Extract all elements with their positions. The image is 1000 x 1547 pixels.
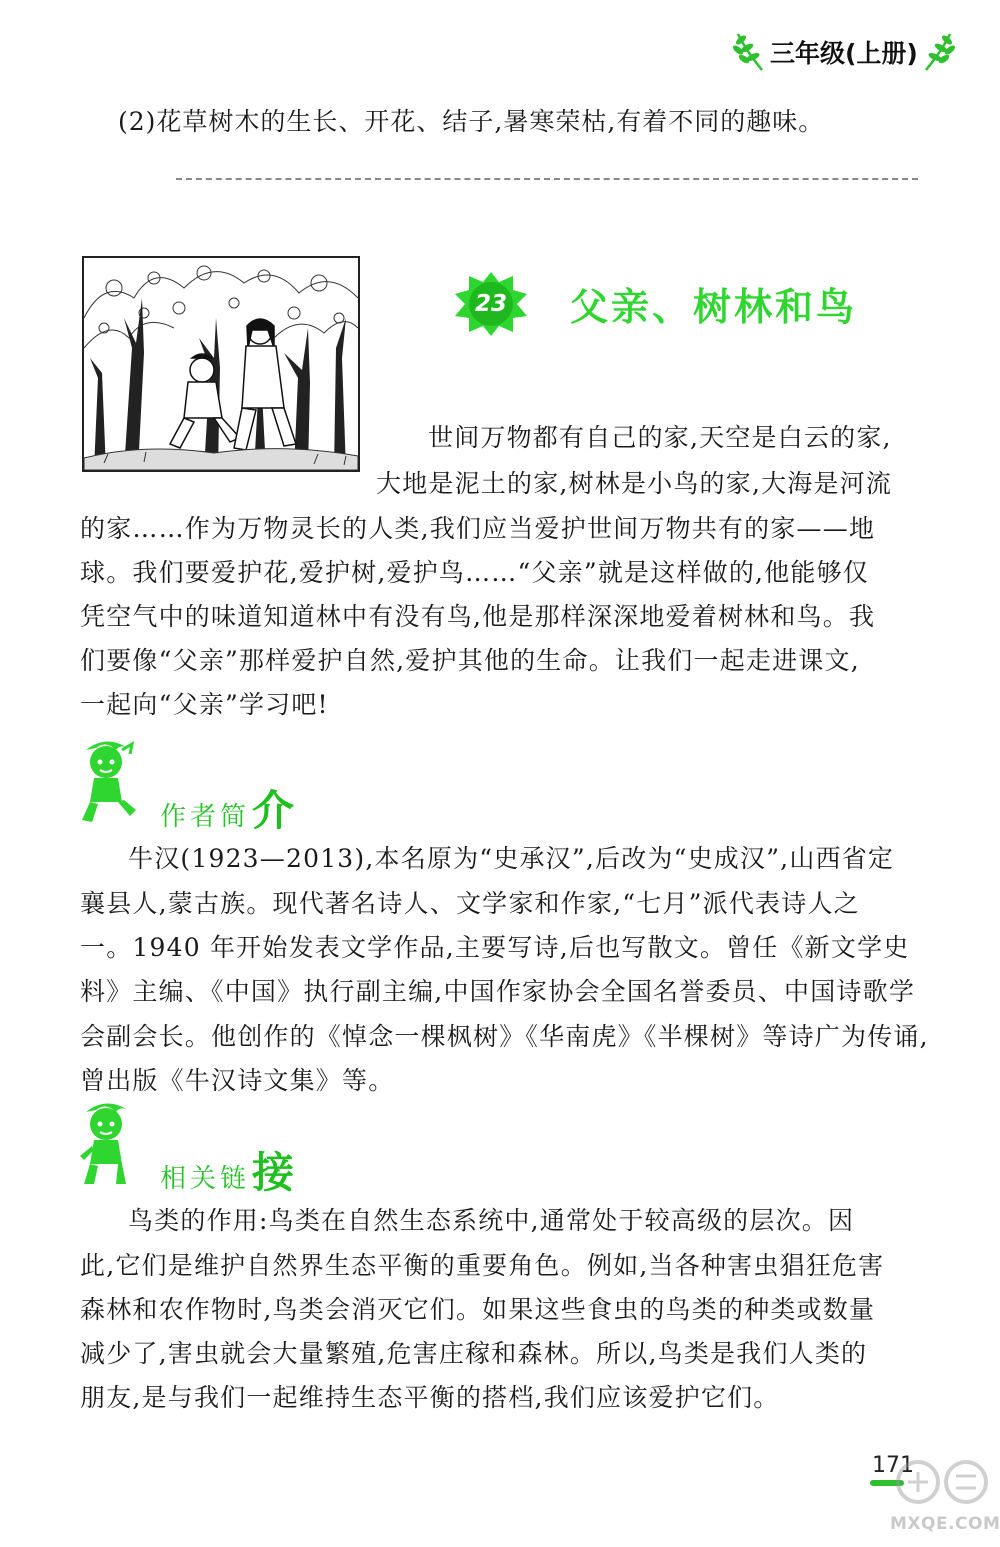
link-line: 朋友,是与我们一起维持生态平衡的搭档,我们应该爱护它们。 xyxy=(80,1383,780,1412)
author-line: 料》主编、《中国》执行副主编,中国作家协会全国名誉委员、中国诗歌学 xyxy=(80,977,916,1006)
kid-mascot-icon xyxy=(76,736,138,826)
author-line: 襄县人,蒙古族。现代著名诗人、文学家和作家,“七月”派代表诗人之 xyxy=(80,889,860,918)
link-line: 此,它们是维护自然界生态平衡的重要角色。例如,当各种害虫猖狂危害 xyxy=(80,1251,885,1280)
author-line: 一。1940 年开始发表文学作品,主要写诗,后也写散文。曾任《新文学史 xyxy=(80,933,910,962)
lesson-title: 父亲、树林和鸟 xyxy=(570,285,858,329)
watermark-logo-icon xyxy=(890,1452,995,1512)
intro-line: 凭空气中的味道知道林中有没有鸟,他是那样深深地爱着树林和鸟。我 xyxy=(80,602,876,631)
link-title-main: 相关链 xyxy=(160,1164,251,1194)
intro-line: 们要像“父亲”那样爱护自然,爱护其他的生命。让我们一起走进课文, xyxy=(80,646,860,675)
author-title-main: 作者简 xyxy=(160,802,251,832)
link-title-big: 接 xyxy=(252,1148,299,1197)
dashed-divider xyxy=(176,178,918,180)
watermark-text: MXQE.COM xyxy=(890,1514,1000,1534)
laurel-left-icon xyxy=(732,30,766,74)
author-line: 曾出版《牛汉诗文集》等。 xyxy=(80,1066,395,1095)
link-line: 鸟类的作用:鸟类在自然生态系统中,通常处于较高级的层次。因 xyxy=(128,1206,855,1235)
link-line: 森林和农作物时,鸟类会消灭它们。如果这些食虫的鸟类的种类或数量 xyxy=(80,1295,876,1324)
watermark xyxy=(890,1452,1000,1542)
intro-line: 一起向“父亲”学习吧! xyxy=(80,690,329,719)
page-number: 171 xyxy=(872,1453,914,1478)
intro-line: 的家……作为万物灵长的人类,我们应当爱护世间万物共有的家——地 xyxy=(80,514,876,543)
intro-line: 球。我们要爱护花,爱护树,爱护鸟……“父亲”就是这样做的,他能够仅 xyxy=(80,558,870,587)
intro-line: 世间万物都有自己的家,天空是白云的家, xyxy=(428,423,892,452)
laurel-right-icon xyxy=(922,30,956,74)
author-line: 牛汉(1923—2013),本名原为“史承汉”,后改为“史成汉”,山西省定 xyxy=(128,844,895,873)
author-title-big: 介 xyxy=(252,786,299,835)
lesson-illustration xyxy=(82,256,360,472)
author-line: 会副会长。他创作的《悼念一棵枫树》《华南虎》《半棵树》等诗广为传诵, xyxy=(80,1022,929,1051)
link-section-title xyxy=(160,1140,298,1200)
lesson-number-badge xyxy=(453,270,529,338)
father-and-son-in-forest-image xyxy=(84,258,358,470)
grade-header xyxy=(732,30,972,74)
author-section-title xyxy=(160,778,298,838)
lesson-number: 23 xyxy=(474,291,507,317)
link-line: 减少了,害虫就会大量繁殖,危害庄稼和森林。所以,鸟类是我们人类的 xyxy=(80,1339,868,1368)
kid-mascot-icon xyxy=(76,1098,138,1188)
previous-answer-line: (2)花草树木的生长、开花、结子,暑寒荣枯,有着不同的趣味。 xyxy=(118,107,825,136)
grade-label: 三年级(上册) xyxy=(770,39,918,68)
intro-line: 大地是泥土的家,树林是小鸟的家,大海是河流 xyxy=(376,469,893,498)
